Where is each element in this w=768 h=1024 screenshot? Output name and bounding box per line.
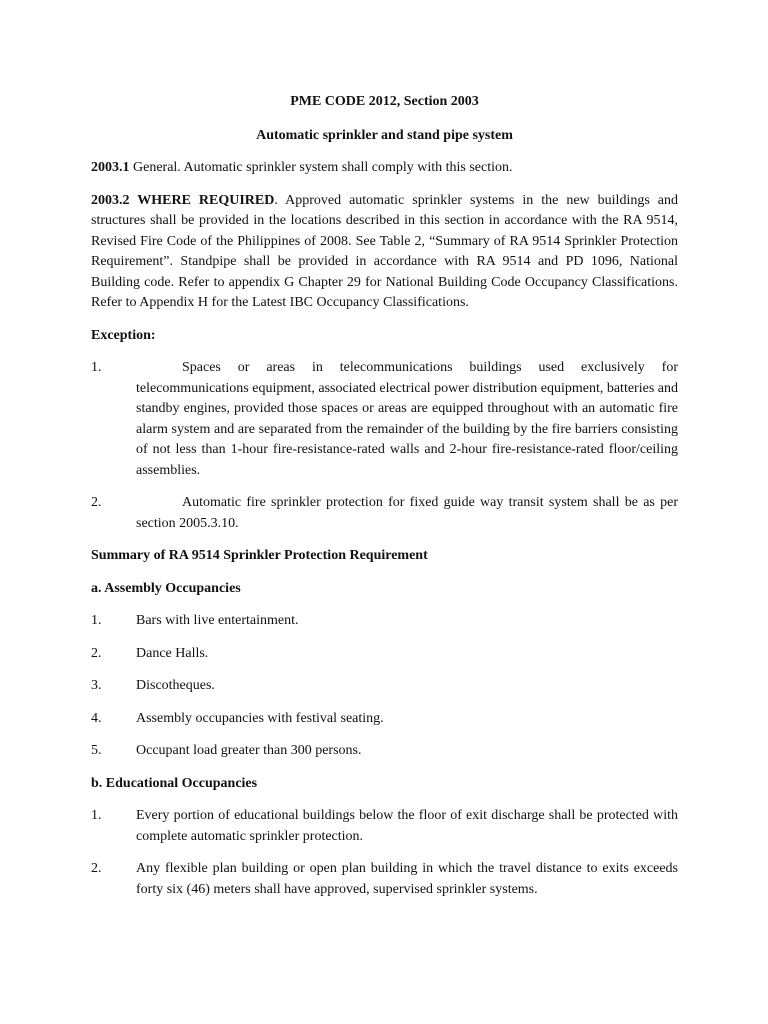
exception-item — [91, 493, 678, 534]
assembly-item — [91, 644, 678, 665]
summary-heading: Summary of RA 9514 Sprinkler Protection Requirement — [91, 548, 428, 563]
section-2003-2-text: . Approved automatic sprinkler systems in the new buildings and structures shall be provided in the locations described in this section in accordance with the RA 9514, Revised Fire Code of the Philippines of 2008. See Table 2, “Summary of RA 9514 Sprinkler Protection Requirement”. Standpipe shall be provided in accordance with RA 9514 and PD 1096, National Building code. Refer to appendix G Chapter 29 for National Building Code Occupancy Classifications. Refer to Appendix H for the Latest IBC Occupancy Classifications. — [91, 192, 678, 310]
document-subtitle: Automatic sprinkler and stand pipe system — [256, 127, 513, 143]
educational-item-text: Any flexible plan building or open plan building in which the travel distance to exits exceeds forty six (46) meters shall have approved, supervised sprinkler systems. — [136, 861, 678, 897]
educational-heading: b. Educational Occupancies — [91, 775, 258, 791]
assembly-item — [91, 741, 678, 762]
assembly-item-number: 5. — [91, 743, 102, 758]
exception-item-text: Automatic fire sprinkler protection for fixed guide way transit system shall be as per section 2005.3.10. — [136, 495, 678, 531]
assembly-item-text: Occupant load greater than 300 persons. — [136, 743, 362, 758]
exception-heading: Exception: — [91, 327, 156, 343]
assembly-item-text: Bars with live entertainment. — [136, 613, 299, 628]
exception-item — [91, 358, 678, 481]
section-2003-2-label: 2003.2 WHERE REQUIRED — [91, 192, 275, 208]
assembly-item-text: Assembly occupancies with festival seating. — [136, 710, 384, 726]
section-2003-1 — [91, 158, 678, 179]
assembly-item — [91, 676, 678, 697]
educational-item-number: 2. — [91, 861, 102, 876]
educational-item — [91, 859, 678, 900]
section-2003-1-text: General. Automatic sprinkler system shall comply with this section. — [129, 160, 513, 175]
assembly-item — [91, 709, 678, 730]
assembly-item-number: 2. — [91, 645, 102, 661]
section-2003-2 — [91, 191, 678, 314]
exception-item-text: Spaces or areas in telecommunications buildings used exclusively for telecommunications equipment, associated electrical power distribution equipment, batteries and standby engines, provided those spaces or areas are equipped throughout with an automatic fire alarm system and are separated from the remainder of the building by the fire barriers consisting of not less than 1-hour fire-resistance-rated walls and 2-hour fire-resistance-rated floor/ceiling assemblies. — [136, 360, 678, 478]
assembly-item-text: Discotheques. — [136, 678, 215, 693]
assembly-item-number: 3. — [91, 678, 102, 693]
assembly-item-text: Dance Halls. — [136, 645, 209, 661]
educational-item-number: 1. — [91, 808, 102, 823]
section-2003-1-label: 2003.1 — [91, 160, 130, 175]
assembly-heading: a. Assembly Occupancies — [91, 580, 241, 596]
assembly-item-number: 1. — [91, 613, 102, 628]
assembly-item-number: 4. — [91, 710, 102, 726]
document-title: PME CODE 2012, Section 2003 — [290, 94, 479, 109]
document-body — [91, 92, 678, 912]
exception-item-number: 1. — [91, 360, 102, 375]
educational-item — [91, 806, 678, 847]
assembly-item — [91, 611, 678, 632]
exception-item-number: 2. — [91, 495, 102, 510]
educational-item-text: Every portion of educational buildings below the floor of exit discharge shall be protected with complete automatic sprinkler protection. — [136, 808, 678, 844]
